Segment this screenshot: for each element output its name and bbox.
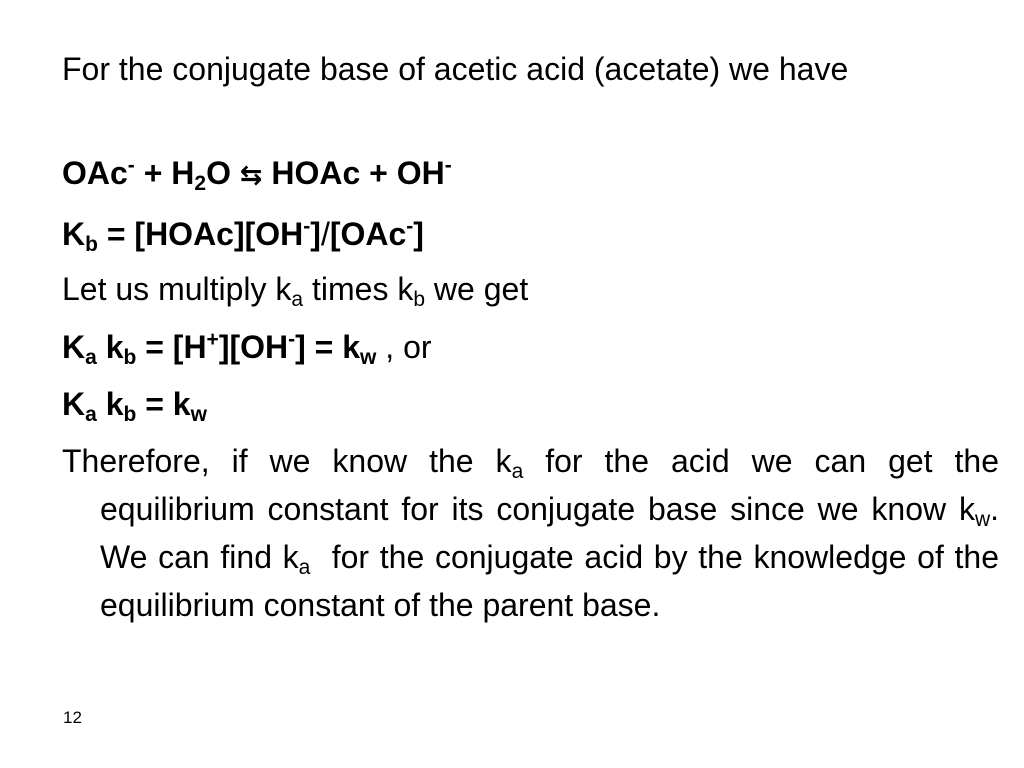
multiply-text-start: Let us multiply k <box>62 271 292 307</box>
therefore-text-2: for the acid we can get the equilibrium constant for its conjugate base since we know k <box>100 443 1000 527</box>
therefore-text-4: for the conjugate acid by the knowledge of the equilibrium constant of the parent base. <box>100 539 999 623</box>
water-formula-end: O <box>206 155 231 191</box>
ka-symbol-2: K <box>62 386 86 422</box>
acetate-charge: - <box>127 154 135 177</box>
multiply-ka-subscript: a <box>291 288 304 311</box>
or-text: , or <box>385 329 432 365</box>
reaction-products: HOAc + OH <box>271 155 445 191</box>
intro-paragraph <box>62 45 999 93</box>
therefore-ka-subscript: a <box>511 460 524 483</box>
kw-subscript: w <box>360 346 377 369</box>
kb-subscript-lower: b <box>123 346 137 369</box>
kb-symbol-2: k <box>105 386 124 422</box>
multiply-sentence <box>62 265 999 313</box>
ka-kb-equals-kw-equation <box>62 380 999 428</box>
therefore-kw-subscript: w <box>974 508 991 531</box>
kw-equals: ] = k <box>295 329 361 365</box>
kb-division-slash: / <box>320 216 330 252</box>
kb-expression <box>62 210 999 258</box>
therefore-text-1: Therefore, if we know the k <box>62 443 512 479</box>
water-subscript: 2 <box>194 172 207 195</box>
kb-acetate-charge: - <box>406 215 414 238</box>
equilibrium-arrow-icon: ⇆ <box>239 160 263 191</box>
acetate-formula: OAc <box>62 155 128 191</box>
hydrogen-charge: + <box>206 328 219 351</box>
multiply-text-end: we get <box>433 271 529 307</box>
ka-subscript: a <box>85 346 97 369</box>
kb-subscript-2: b <box>123 403 137 426</box>
therefore-text-3: . We can find k <box>100 491 999 575</box>
multiply-text-middle: times k <box>312 271 414 307</box>
ka-symbol: K <box>62 329 86 365</box>
kw-subscript-2: w <box>190 403 207 426</box>
kb-numerator: = [HOAc][OH <box>106 216 304 252</box>
multiply-kb-subscript: b <box>413 288 426 311</box>
page-number: 12 <box>63 708 82 727</box>
intro-text: For the conjugate base of acetic acid (acetate) we have <box>62 51 849 87</box>
kb-denominator: [OAc <box>329 216 407 252</box>
kb-subscript: b <box>85 233 98 256</box>
therefore-paragraph <box>62 437 999 629</box>
hydrogen-bracket: = [H <box>145 329 207 365</box>
kb-hydroxide-charge: - <box>303 215 311 238</box>
kb-symbol: K <box>62 216 86 252</box>
kb-denominator-close: ] <box>413 216 424 252</box>
kb-symbol-lower: k <box>105 329 124 365</box>
hydroxide-charge: - <box>444 154 452 177</box>
ka-subscript-2: a <box>85 403 97 426</box>
therefore-ka-subscript-2: a <box>298 556 311 579</box>
kw-equals-2: = k <box>145 386 191 422</box>
hydroxide-bracket: ][OH <box>218 329 289 365</box>
kb-numerator-close: ] <box>310 216 321 252</box>
ka-kb-product-equation <box>62 323 999 371</box>
water-formula-start: + H <box>143 155 195 191</box>
acetate-hydrolysis-equation <box>62 149 999 200</box>
hydroxide-charge-2: - <box>288 328 296 351</box>
